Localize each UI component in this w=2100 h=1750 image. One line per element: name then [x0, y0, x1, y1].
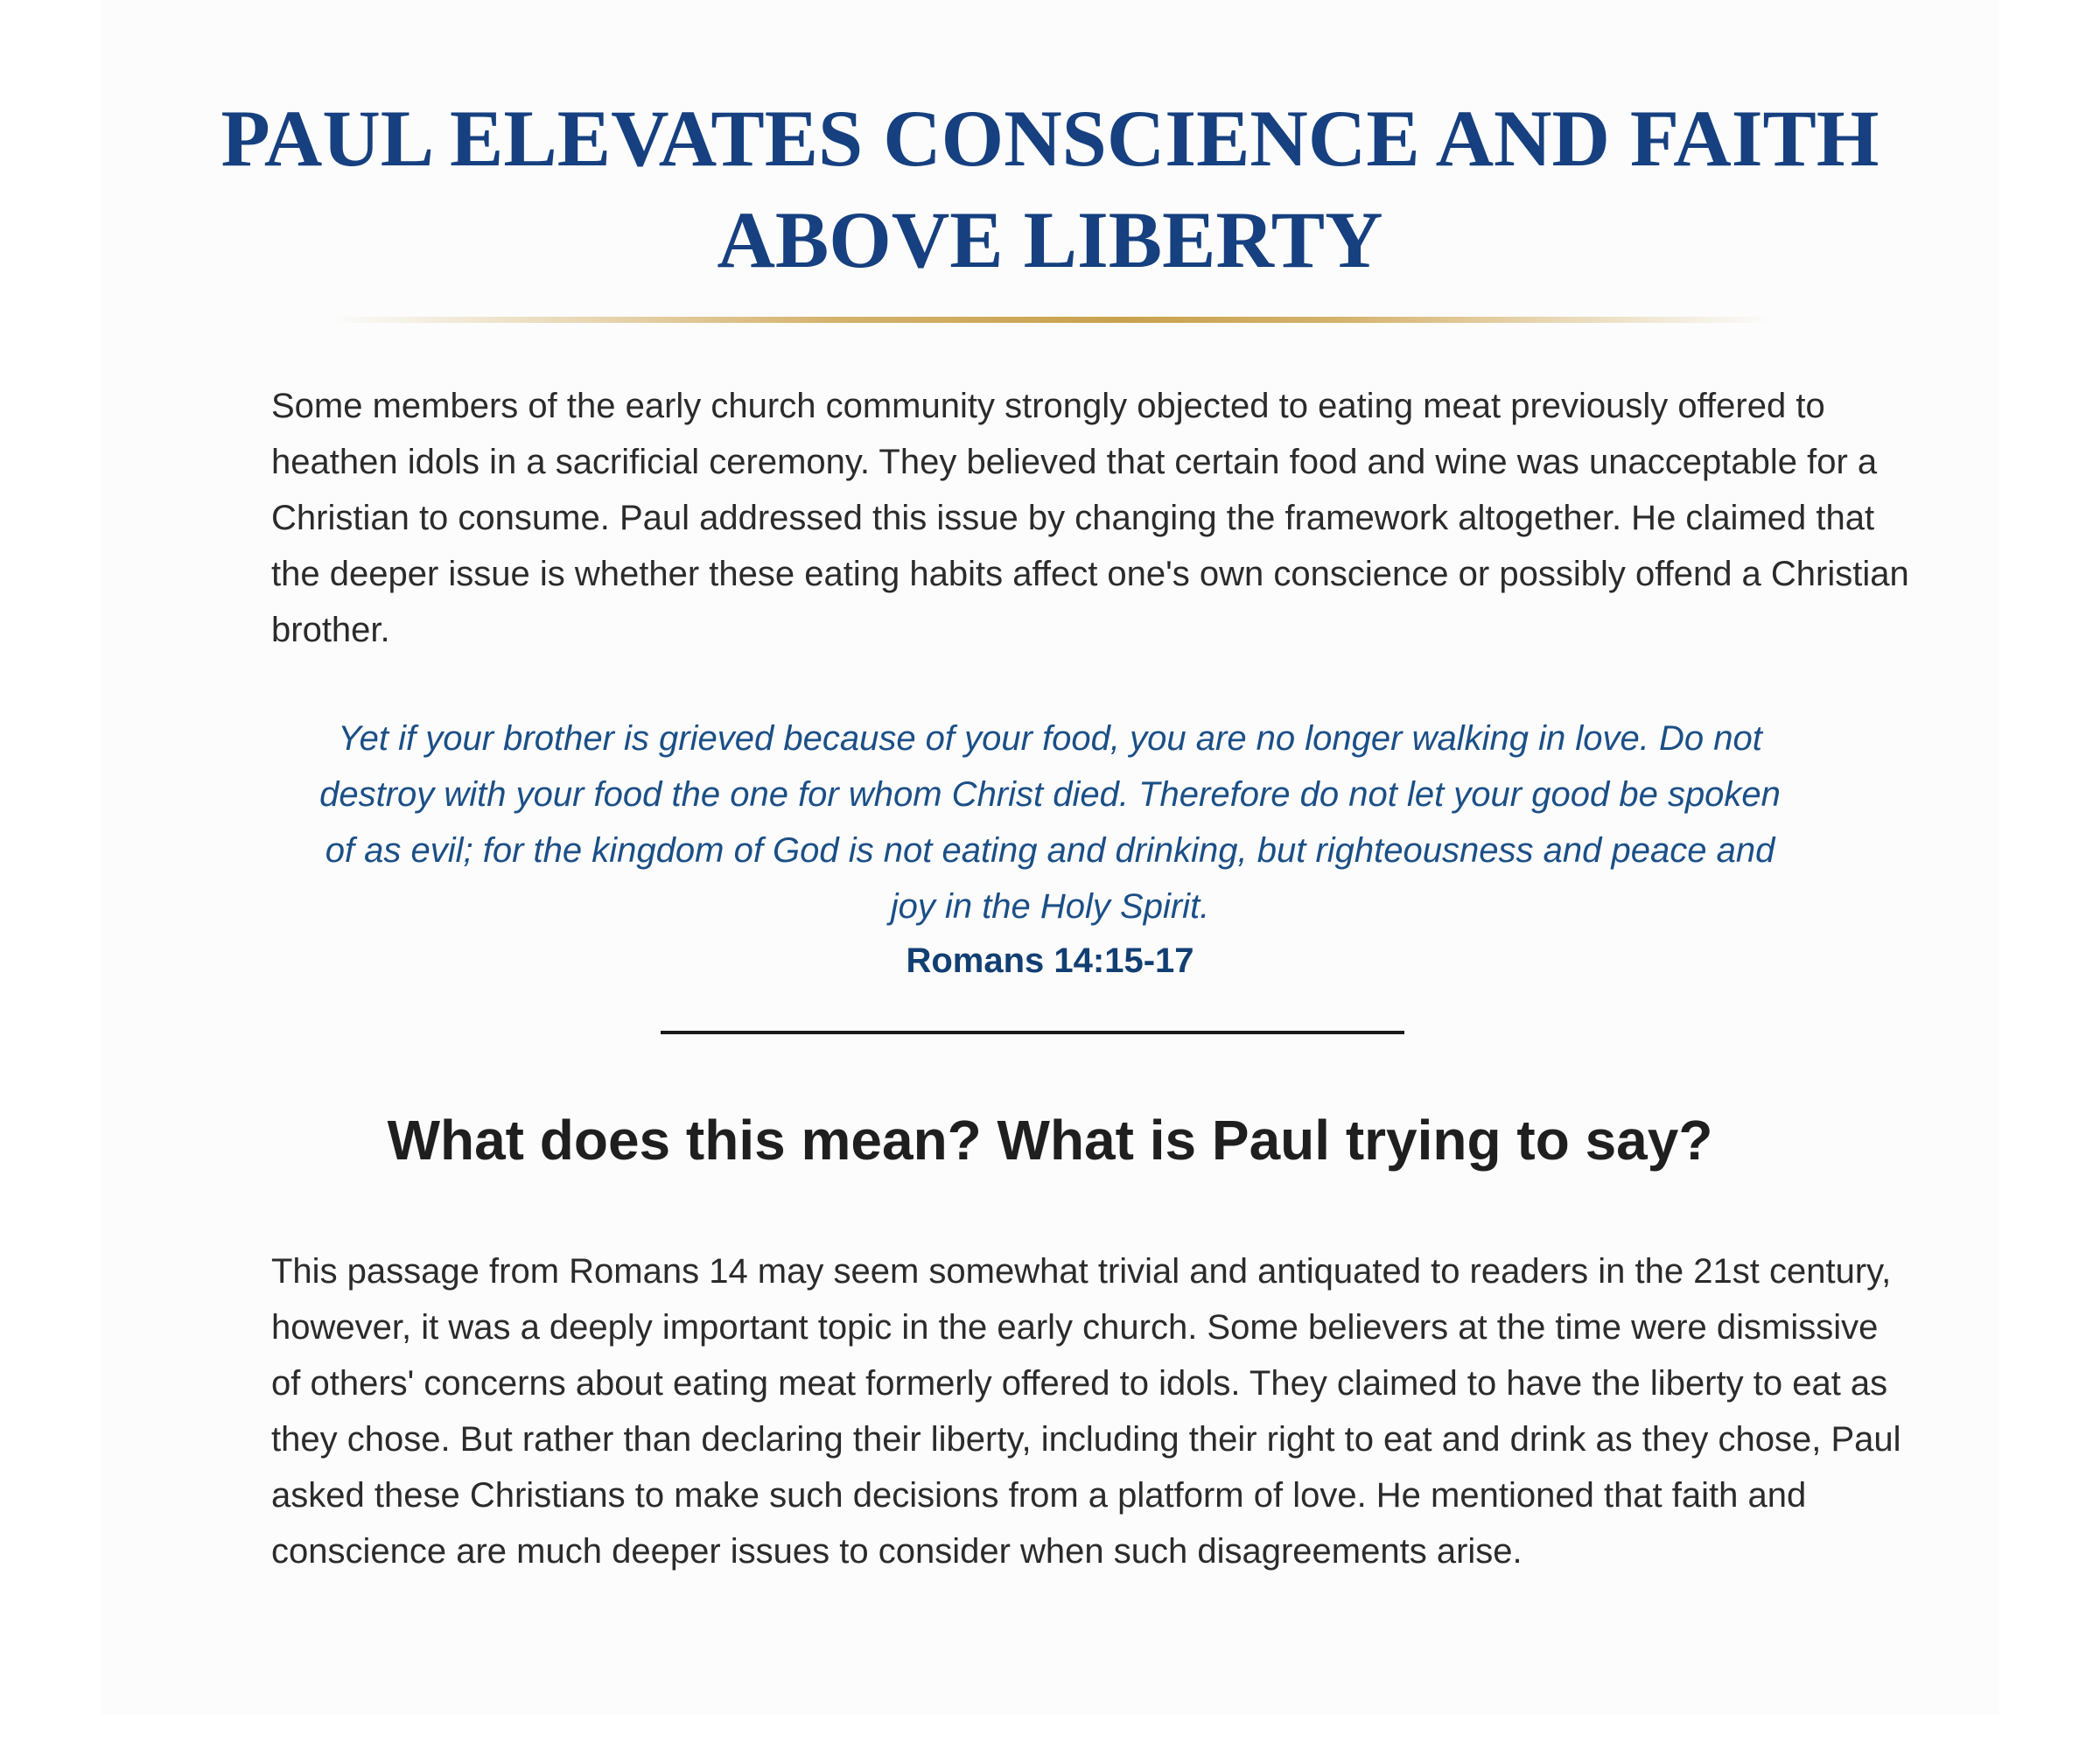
body-paragraph: This passage from Romans 14 may seem somewhat trivial and antiquated to readers in the 21st century, however, it was a deeply important topic in the early church. Some believers at the time were dismissive of others' concerns about eating meat formerly offered to idols. They claimed to have the liberty to eat as they chose. But rather than declaring their liberty, including their right to eat and drink as they chose, Paul asked these Christians to make such decisions from a platform of love. He mentioned that faith and conscience are much deeper issues to consider when such disagreements arise.: [271, 1252, 1901, 1571]
page-title: PAUL ELEVATES CONSCIENCE AND FAITH ABOVE LIBERTY: [220, 94, 1880, 284]
gold-divider: [328, 317, 1772, 323]
section-heading: What does this mean? What is Paul trying to say?: [387, 1109, 1713, 1172]
section-divider: [661, 1031, 1404, 1034]
article-page: [101, 0, 1999, 1715]
scripture-citation: Romans 14:15-17: [906, 942, 1194, 980]
intro-paragraph: Some members of the early church community strongly objected to eating meat previously offered to heathen idols in a sacrificial ceremony. They believed that certain food and wine was unacceptable for a Christian to consume. Paul addressed this issue by changing the framework altogether. He claimed that the deeper issue is whether these eating habits affect one's own conscience or possibly offend a Christian brother.: [271, 387, 1909, 649]
scripture-quote: Yet if your brother is grieved because of your food, you are no longer walking in love. Do not destroy with your food the one for whom Christ died. Therefore do not let your good be spoken of as evil; for the kingdom of God is not eating and drinking, but righteousness and peace and joy in the Holy Spirit.: [319, 719, 1781, 926]
